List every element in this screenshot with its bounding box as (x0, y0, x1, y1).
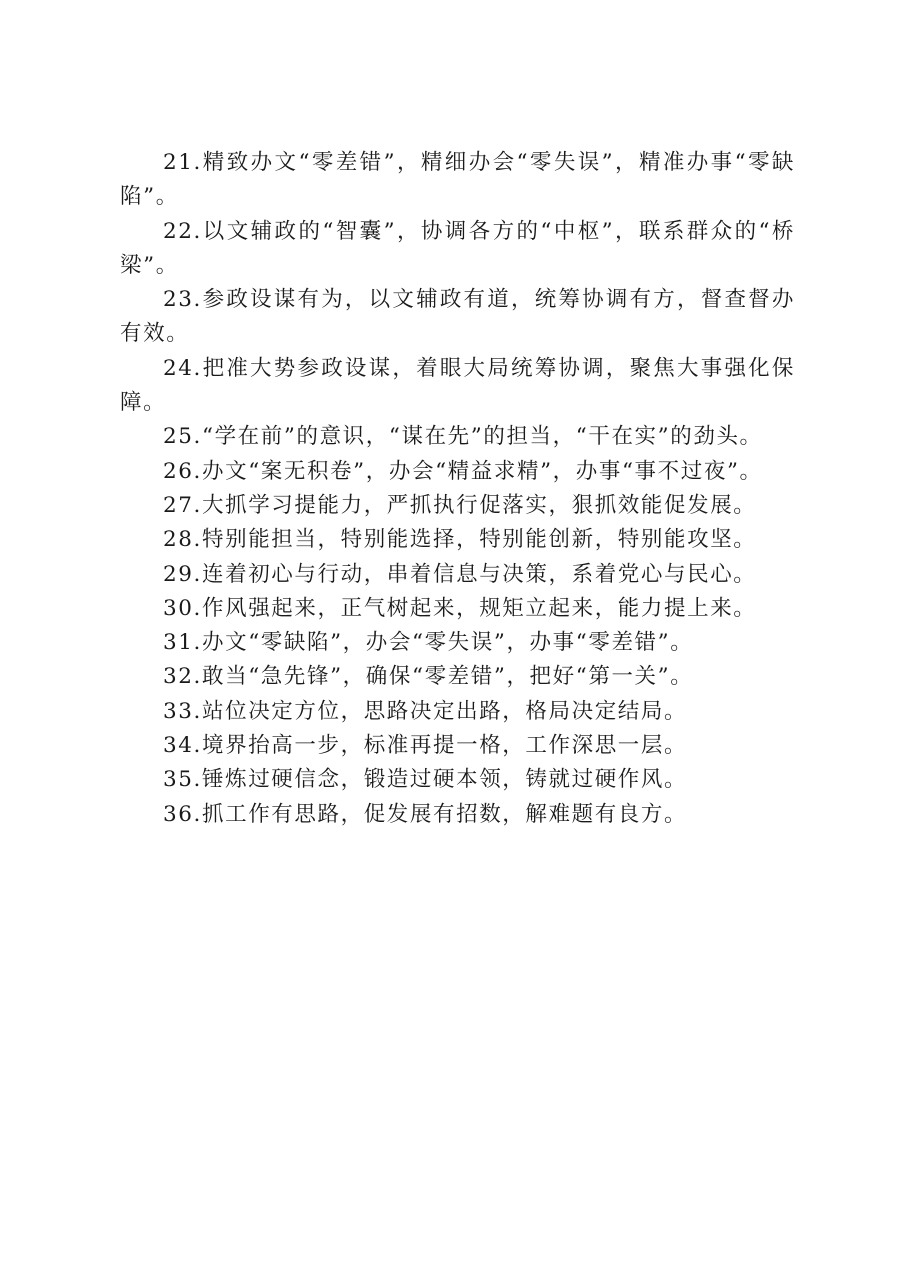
list-item: 35.锤炼过硬信念，锻造过硬本领，铸就过硬作风。 (163, 767, 688, 793)
list-item: 26.办文“案无积卷”，办会“精益求精”，办事“事不过夜”。 (163, 458, 763, 484)
document-body (120, 146, 795, 832)
list-item: 21.精致办文“零差错”，精细办会“零失误”，精准办事“零缺陷”。 (120, 150, 795, 210)
list-item: 36.抓工作有思路，促发展有招数，解难题有良方。 (163, 801, 688, 827)
list-item: 25.“学在前”的意识，“谋在先”的担当，“干在实”的劲头。 (163, 424, 763, 450)
list-item: 27.大抓学习提能力，严抓执行促落实，狠抓效能促发展。 (163, 492, 757, 518)
list-item: 24.把准大势参政设谋，着眼大局统筹协调，聚焦大事强化保障。 (120, 355, 795, 416)
list-item: 34.境界抬高一步，标准再提一格，工作深思一层。 (163, 733, 688, 759)
list-item: 29.连着初心与行动，串着信息与决策，系着党心与民心。 (163, 561, 757, 587)
list-item: 23.参政设谋有为，以文辅政有道，统筹协调有方，督查督办有效。 (120, 287, 795, 347)
list-item: 32.敢当“急先锋”，确保“零差错”，把好“第一关”。 (163, 664, 694, 690)
list-item: 30.作风强起来，正气树起来，规矩立起来，能力提上来。 (163, 595, 757, 621)
list-item: 31.办文“零缺陷”，办会“零失误”，办事“零差错”。 (163, 630, 694, 656)
list-item: 22.以文辅政的“智囊”，协调各方的“中枢”，联系群众的“桥梁”。 (120, 218, 795, 278)
list-item: 33.站位决定方位，思路决定出路，格局决定结局。 (163, 698, 688, 724)
list-item: 28.特别能担当，特别能选择，特别能创新，特别能攻坚。 (163, 527, 757, 553)
